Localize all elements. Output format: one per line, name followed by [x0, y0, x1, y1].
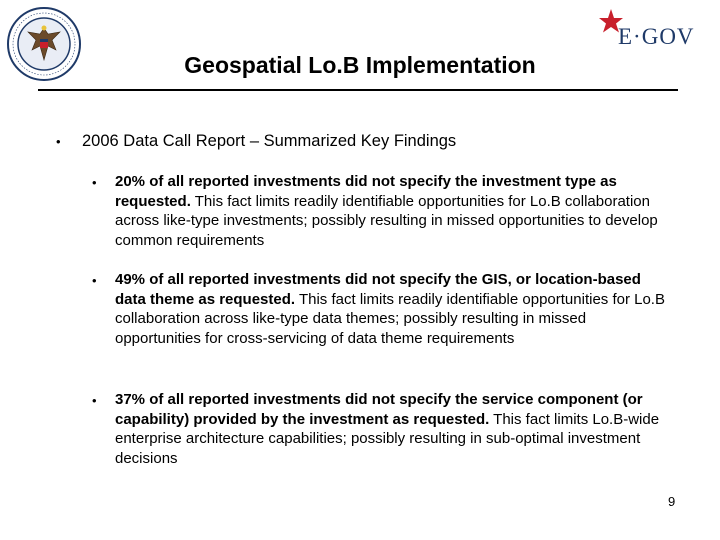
finding-item-1 [92, 172, 672, 250]
finding-3-rest: This fact limits Lo.B-wide enterprise architecture capabilities; possibly resulting in sub-optimal investment decisions [115, 410, 660, 467]
finding-item-2 [92, 270, 672, 348]
bullet-icon: • [56, 134, 61, 149]
finding-1-bold: 20% of all reported investments did not specify the investment type as requested. [115, 173, 617, 210]
page-title: Geospatial Lo.B Implementation [184, 52, 536, 78]
egov-logo [598, 8, 708, 52]
bullet-icon: • [92, 393, 97, 408]
finding-2-rest: This fact limits readily identifiable opportunities for Lo.B collaboration across like-type data themes; possibly resulting in missed opportunities for cross-servicing of data theme requirements [115, 290, 665, 347]
finding-2-bold: 49% of all reported investments did not specify the GIS, or location-based data theme as requested. [115, 271, 641, 308]
bullet-icon: • [92, 175, 97, 190]
finding-3-bold: 37% of all reported investments did not specify the service component (or capability) provided by the investment as requested. [115, 391, 643, 428]
egov-logo-text: E·GOV [618, 24, 695, 49]
main-bullet-text: 2006 Data Call Report – Summarized Key Findings [82, 132, 457, 150]
finding-1-rest: This fact limits readily identifiable opportunities for Lo.B collaboration across like-type investments; possibly resulting in missed opportunities to develop common requirements [115, 192, 658, 249]
title-divider [38, 89, 678, 91]
finding-item-3 [92, 390, 672, 468]
bullet-icon: • [92, 273, 97, 288]
page-number: 9 [668, 494, 676, 509]
